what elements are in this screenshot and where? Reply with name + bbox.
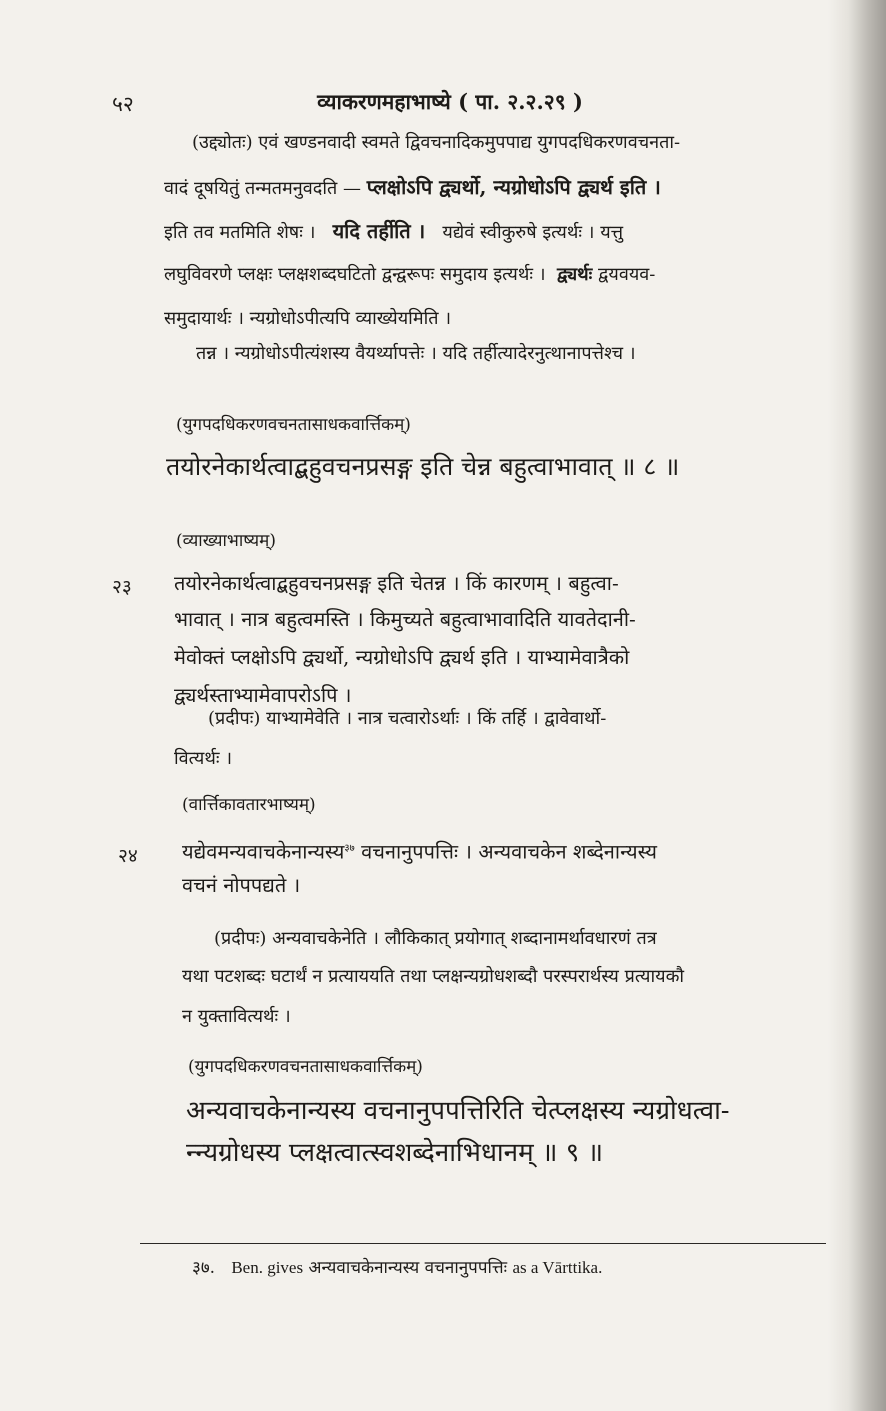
uddyota-line-4-bold: द्व्यर्थः (556, 264, 593, 285)
paragraph-number-24: २४ (118, 845, 138, 867)
pradipa-2-line-3: न युक्तावित्यर्थः । (182, 1006, 291, 1027)
vartika-8-text: तयोरनेकार्थत्वाद्बहुवचनप्रसङ्ग इति चेन्न बहुत्वाभावात् ॥ ८ ॥ (166, 452, 680, 481)
running-head: व्याकरणमहाभाष्ये ( पा. २.२.२९ ) (317, 89, 583, 114)
uddyota-line-3-rest: यद्येवं स्वीकुरुषे इत्यर्थः । यत्तु (442, 222, 624, 243)
pradipa-2-line-2: यथा पटशब्दः घटार्थं न प्रत्याययति तथा प्लक्षन्यग्रोधशब्दौ परस्परार्थस्य प्रत्यायकौ (182, 966, 685, 987)
uddyota-line-4-rest: द्वयवयव- (598, 264, 656, 285)
page-number: ५२ (112, 92, 134, 116)
uddyota-line-4-text: लघुविवरणे प्लक्षः प्लक्षशब्दघटितो द्वन्द्वरूपः समुदाय इत्यर्थः । (164, 264, 546, 285)
bhashya-24-label: (वार्त्तिकावतारभाष्यम्) (182, 795, 316, 815)
bhashya-23-line-4: द्व्यर्थस्ताभ्यामेवापरोऽपि । (174, 683, 352, 707)
bhashya-24-line-1b: वचनानुपपत्तिः । अन्यवाचकेन शब्देनान्यस्य (354, 839, 657, 864)
footnote (192, 1255, 602, 1278)
uddyota-line-1: (उद्द्योतः) एवं खण्डनवादी स्वमते द्विवचनादिकमुपपाद्य युगपदधिकरणवचनता- (192, 132, 681, 153)
footnote-prefix: Ben. gives (231, 1258, 304, 1277)
bhashya-23-line-2: भावात् । नात्र बहुत्वमस्ति । किमुच्यते बहुत्वाभावादिति यावतेदानी- (174, 607, 636, 631)
uddyota-line-5: समुदायार्थः । न्यग्रोधोऽपीत्यपि व्याख्येयमिति । (164, 308, 452, 329)
uddyota-line-3-text: इति तव मतमिति शेषः । (164, 222, 316, 243)
footnote-quote: अन्यवाचकेनान्यस्य वचनानुपपत्तिः (308, 1258, 508, 1278)
bhashya-24-line-2: वचनं नोपपद्यते । (182, 873, 301, 897)
footnote-mark-37: ३७ (344, 843, 355, 854)
uddyota-line-2-text: वादं दूषयितुं तन्मतमनुवदति — (164, 178, 361, 199)
footnote-divider (140, 1243, 826, 1244)
vartika-8-label: (युगपदधिकरणवचनतासाधकवार्त्तिकम्) (176, 415, 411, 435)
uddyota-line-3 (164, 210, 623, 254)
vartika-9-line-2: न्न्यग्रोधस्य प्लक्षत्वात्स्वशब्देनाभिधानम् ॥ ९ ॥ (186, 1138, 604, 1168)
page-spine-shadow (828, 0, 886, 1411)
pradipa-1-line-1: (प्रदीपः) याभ्यामेवेति । नात्र चत्वारोऽर्थाः । किं तर्हि । द्वावेवार्थो- (208, 708, 607, 729)
footnote-suffix: as a Vārttika. (512, 1258, 603, 1277)
pradipa-2-line-1: (प्रदीपः) अन्यवाचकेनेति । लौकिकात् प्रयोगात् शब्दानामर्थावधारणं तत्र (214, 928, 657, 949)
uddyota-bold-yadi: यदि तर्हीति । (332, 219, 426, 243)
page-header (100, 88, 800, 124)
bhashya-23-label: (व्याख्याभाष्यम्) (176, 531, 276, 551)
footnote-number: ३७. (192, 1258, 216, 1278)
vartika-9-line-1: अन्यवाचकेनान्यस्य वचनानुपपत्तिरिति चेत्प्लक्षस्य न्यग्रोधत्वा- (186, 1096, 730, 1126)
pradipa-1-line-2: वित्यर्थः । (174, 748, 233, 769)
uddyota-bold-quote: प्लक्षोऽपि द्व्यर्थो, न्यग्रोधोऽपि द्व्यर्थ इति । (366, 175, 661, 199)
paragraph-number-23: २३ (112, 576, 132, 598)
uddyota-line-6: तन्न । न्यग्रोधोऽपीत्यंशस्य वैयर्थ्यापत्तेः । यदि तर्हीत्यादेरनुत्थानापत्तेश्च । (196, 343, 636, 364)
bhashya-23-line-3: मेवोक्तं प्लक्षोऽपि द्व्यर्थो, न्यग्रोधोऽपि द्व्यर्थ इति । याभ्यामेवात्रैको (174, 645, 630, 669)
bhashya-24-line-1a: यद्येवमन्यवाचकेनान्यस्य (182, 839, 345, 864)
uddyota-line-4 (164, 254, 655, 296)
uddyota-line-2 (164, 166, 661, 210)
vartika-9-label: (युगपदधिकरणवचनतासाधकवार्त्तिकम्) (188, 1057, 423, 1077)
bhashya-23-line-1: तयोरनेकार्थत्वाद्बहुवचनप्रसङ्ग इति चेतन्न । किं कारणम् । बहुत्वा- (174, 571, 619, 595)
